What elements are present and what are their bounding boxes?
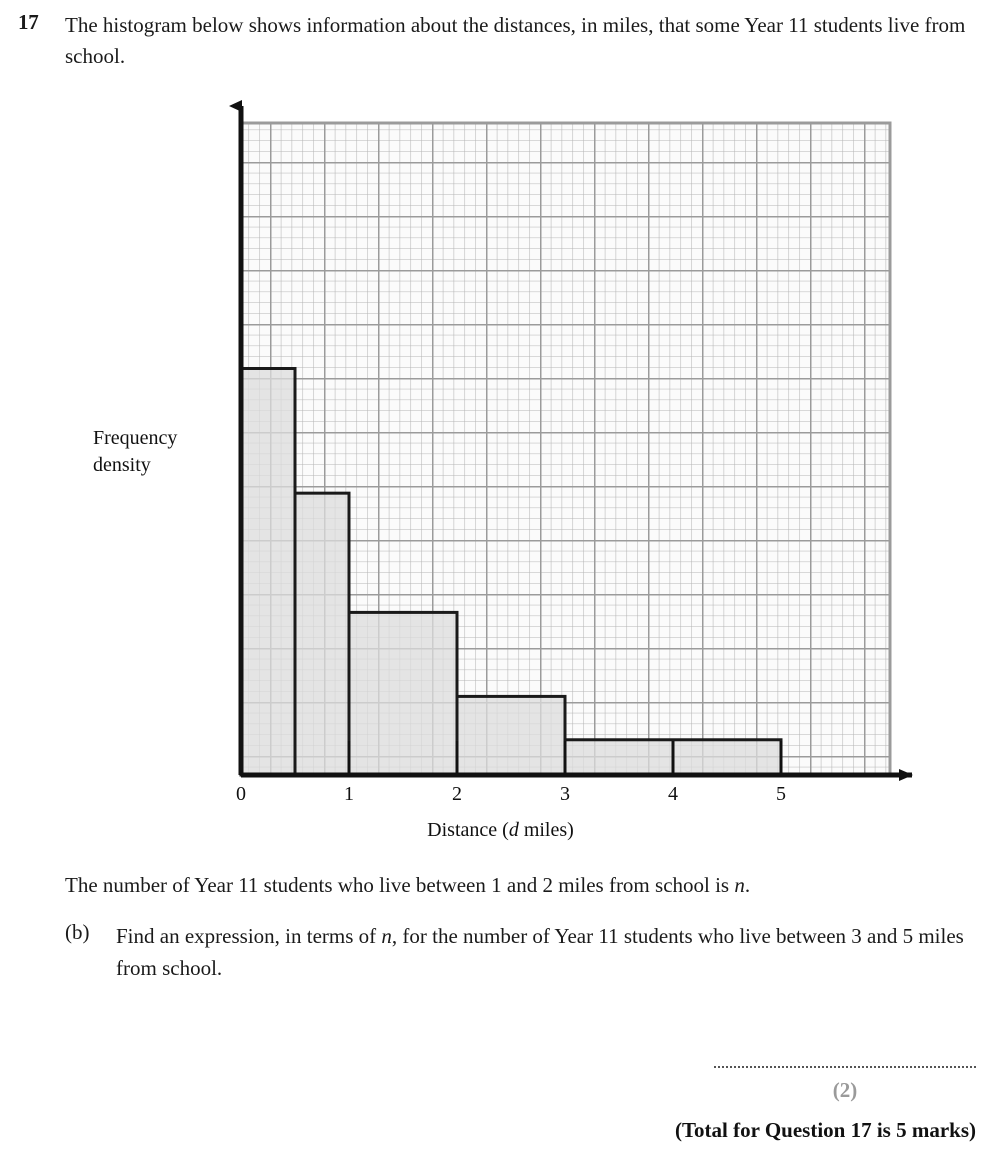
x-tick-label: 5 (776, 783, 786, 805)
part-b-label: (b) (65, 920, 90, 944)
question-number: 17 (18, 10, 39, 34)
statement-n-text: The number of Year 11 students who live between 1 and 2 miles from school is (65, 873, 735, 897)
part-b-marks: (2) (832, 1078, 858, 1102)
x-tick-label: 1 (344, 783, 354, 805)
x-tick-label: 0 (236, 783, 246, 805)
y-axis-label (93, 425, 223, 479)
x-axis-label-variable: d (508, 819, 519, 841)
x-tick-label: 2 (452, 783, 462, 805)
x-axis-label-prefix: Distance ( (427, 819, 509, 841)
x-axis-label (0, 817, 1001, 843)
statement-n-variable: n (734, 873, 745, 897)
histogram-bar (241, 369, 295, 776)
answer-line[interactable] (714, 1052, 976, 1068)
statement-n (65, 870, 995, 901)
x-tick-label: 4 (668, 783, 678, 805)
y-axis-label-line2: density (93, 454, 151, 476)
histogram-bar (457, 696, 565, 775)
x-tick-label: 3 (560, 783, 570, 805)
histogram-bar (349, 612, 457, 775)
part-b-text-before: Find an expression, in terms of (116, 924, 382, 948)
total-marks: (Total for Question 17 is 5 marks) (674, 1118, 976, 1142)
y-axis-label-line1: Frequency (93, 427, 178, 449)
question-stem: The histogram below shows information about the distances, in miles, that some Year 11 students live from school. (65, 13, 966, 68)
part-b-text-after: , for the number of Year 11 students who live between 3 and 5 miles from school. (116, 924, 964, 980)
statement-n-period: . (744, 873, 751, 897)
part-b-variable: n (381, 924, 392, 948)
part-b-text (116, 920, 996, 984)
histogram-bar (295, 493, 349, 775)
x-axis-label-suffix: miles) (518, 819, 574, 841)
